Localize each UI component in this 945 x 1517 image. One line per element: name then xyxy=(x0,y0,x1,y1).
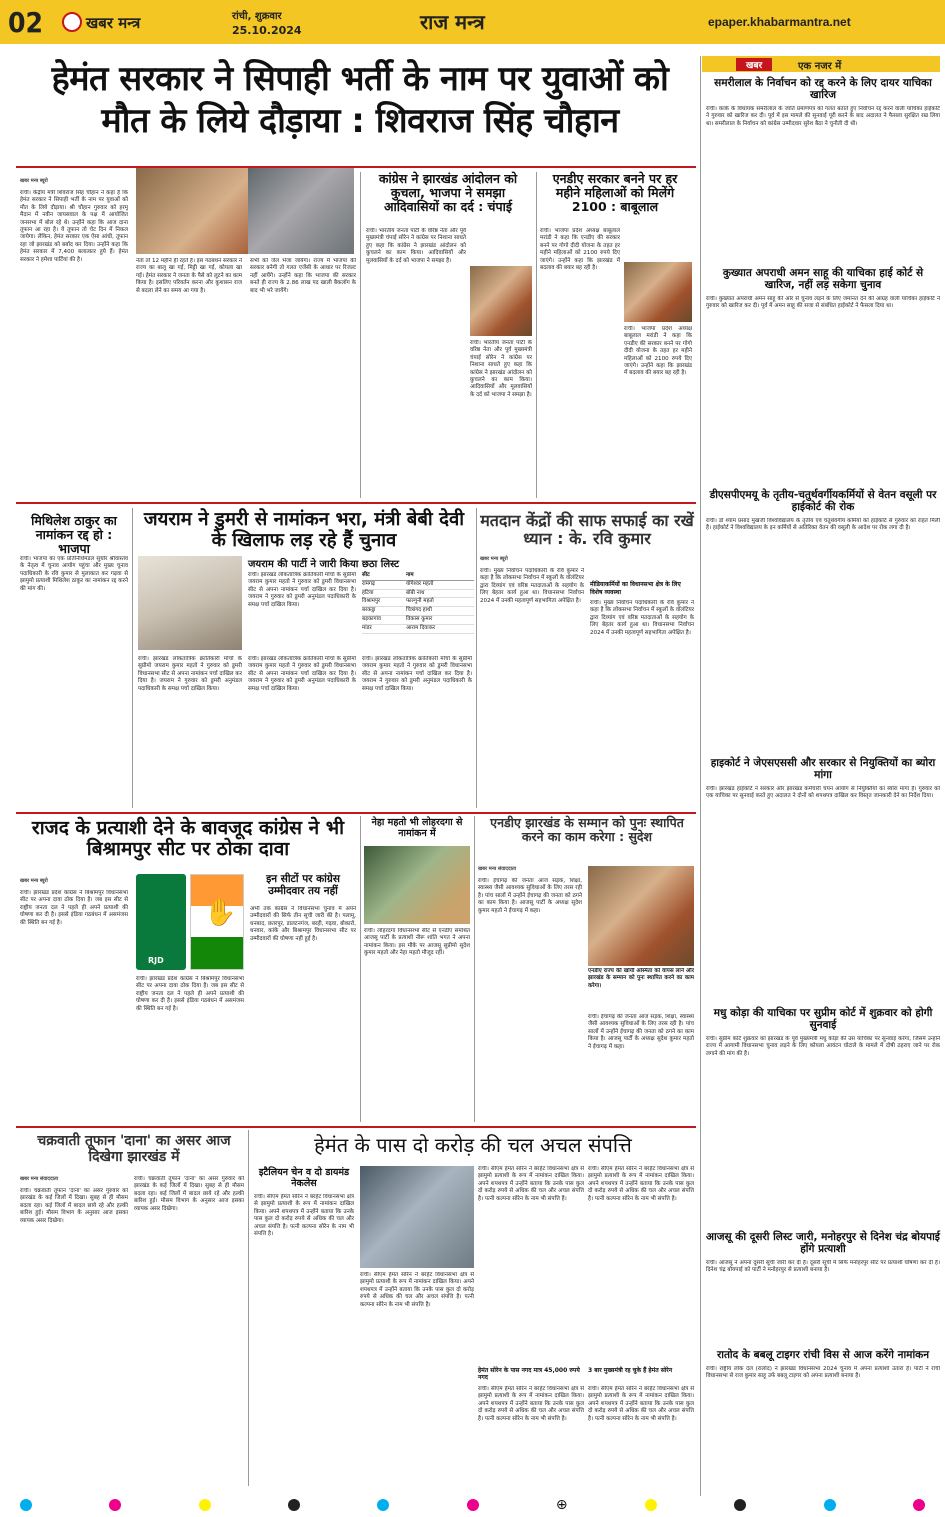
sidebar-item-title: समरीलाल के निर्वाचन को रद्द करने के लिए दायर याचिका खारिज xyxy=(714,77,932,101)
table-cell: फाल्गुनी महतो xyxy=(406,598,434,605)
dana-text: रांची। चक्रवाती तूफान 'दाना' का असर गुरुवार को झारखंड के कई जिलों में दिखा। सुबह से ही मौसम बदला रहा। कई जिलों में बादल छाये रहे और हल्की बारिश हुई। मौसम विभाग के अनुसार आज इसका व्यापक असर दिखेगा। xyxy=(20,1188,128,1224)
rjd-text: रांची। झारखंड प्रदेश कांग्रेस ने बिश्रामपुर विधानसभा सीट पर अपना दावा ठोक दिया है। जब इस सीट से राष्ट्रीय जनता दल ने पहले ही अपने प्रत्याशी की घोषणा कर दी है। इससे इंडिया गठबंधन में असमंजस की स्थिति बन गई है। xyxy=(20,890,128,926)
sidebar-tag: खबर xyxy=(736,58,772,71)
hemant-text-6: रांची। सीएम हेमंत सोरेन ने बरहेट विधानसभा क्षेत्र से झामुमो प्रत्याशी के रूप में नामांकन दाखिल किया। अपने शपथपत्र में उन्होंने बताया कि उनके पास कुल दो करोड़ रुपये से अधिक की चल और अचल संपत्ति है। पत्नी कल्पना सोरेन के नाम भी संपत्ति है। xyxy=(588,1386,694,1422)
election-headline: मतदान केंद्रों की साफ सफाई का रखें ध्यान : के. रवि कुमार xyxy=(480,511,694,548)
table-cell: रामगढ़ xyxy=(362,580,375,587)
jairam-text-4: रांची। झारखंड लोकतांत्रिक क्रांतिकारी मोर्चा के सुप्रीमो जयराम कुमार महतो ने गुरुवार को डुमरी विधानसभा सीट से अपना नामांकन पर्चा दाखिल कर दिया है। जयराम ने गुरुवार को डुमरी अनुमंडल पदाधिकारी के समक्ष पर्चा दाखिल किया। xyxy=(362,656,472,692)
babulal-photo xyxy=(624,262,692,322)
masthead-city: रांची, शुक्रवार xyxy=(232,11,282,22)
sudesh-photo xyxy=(588,866,694,966)
sidebar-item-text: रांची। झारखंड हाईकोर्ट ने सरकार और झारखंड कर्मचारी चयन आयोग से नियुक्तियों का ब्योरा मांगा है। गुरुवार को एक याचिका पर सुनवाई करते हुए अदालत ने दोनों को शपथपत्र दाखिल कर विस्तृत जानकारी देने का निर्देश दिया। xyxy=(706,786,940,800)
brand-logo[interactable] xyxy=(62,12,82,32)
congress-box-text: अभी तक कांग्रेस ने विधानसभा चुनाव में अपने उम्मीदवारों की सिर्फ तीन सूची जारी की है। पलामू, धनबाद, छतरपुर, डालटनगंज, बरही, गढ़वा, बोकारो, धनवार, कांके और बिश्रामपुर विधानसभा सीट पर उम्मीदवारों की घोषणा नहीं हुई है। xyxy=(250,906,356,942)
election-text-2: रांची। मुख्य निर्वाचन पदाधिकारी के रवि कुमार ने कहा है कि लोकसभा निर्वाचन में स्कूलों के वॉलंटियर द्वारा दिव्यांग एवं वरिष्ठ मतदाताओं के सहयोग के लिए बेहतर कार्य हुआ था। विधानसभा निर्वाचन 2024 में उनकी महत्वपूर्ण सहभागिता अपेक्षित है। xyxy=(590,600,694,636)
section-divider xyxy=(16,1126,696,1128)
hemant-text-4: रांची। सीएम हेमंत सोरेन ने बरहेट विधानसभा क्षेत्र से झामुमो प्रत्याशी के रूप में नामांकन दाखिल किया। अपने शपथपत्र में उन्होंने बताया कि उनके पास कुल दो करोड़ रुपये से अधिक की चल और अचल संपत्ति है। पत्नी कल्पना सोरेन के नाम भी संपत्ति है। xyxy=(478,1386,584,1422)
sudesh-headline: एनडीए झारखंड के सम्मान को पुनः स्थापित करने का काम करेगा : सुदेश xyxy=(490,815,684,844)
dana-headline: चक्रवाती तूफान 'दाना' का असर आज दिखेगा झारखंड में xyxy=(37,1133,231,1165)
champai-text: रांची। भारतीय जनता पार्टी के वरिष्ठ नेता और पूर्व मुख्यमंत्री चंपाई सोरेन ने कांग्रेस पर निशाना साधते हुए कहा कि कांग्रेस ने झारखंड आंदोलन को कुचलने का काम किया। आदिवासियों और मूलवासियों के दर्द को भाजपा ने समझा है। xyxy=(366,228,466,264)
election-byline: खबर मन्त्र ब्यूरो xyxy=(480,556,508,562)
hemant-subhead: इटैलियन चेन व दो डायमंड नेकलेस xyxy=(258,1167,350,1189)
mithilesh-headline: मिथिलेश ठाकुर का नामांकन रद्द हो : भाजपा xyxy=(31,513,117,556)
hemant-text-2: रांची। सीएम हेमंत सोरेन ने बरहेट विधानसभा क्षेत्र से झामुमो प्रत्याशी के रूप में नामांकन दाखिल किया। अपने शपथपत्र में उन्होंने बताया कि उनके पास कुल दो करोड़ रुपये से अधिक की चल और अचल संपत्ति है। पत्नी कल्पना सोरेन के नाम भी संपत्ति है। xyxy=(360,1272,474,1308)
sidebar-item-text: रांची। सुप्रीम कोर्ट शुक्रवार को झारखंड के पूर्व मुख्यमंत्री मधु कोड़ा की उस याचिका पर सुनवाई करेगा, जिसमें उन्होंने राज्य में आगामी विधानसभा चुनाव लड़ने के लिए कोयला आवंटन घोटाले के मामले में दोषी ठहराए जाने पर रोक लगाने की मांग की है। xyxy=(706,1036,940,1057)
election-subhead: मीडियाकर्मियों का विधानसभा क्षेत्र के लिए विशेष व्यवस्था xyxy=(590,581,681,596)
divider xyxy=(360,172,361,498)
table-cell: मांडर xyxy=(362,624,372,631)
sidebar-item-title: रातोद के बबलू टाइगर रांची विस से आज करेंगे नामांकन xyxy=(716,1349,930,1361)
sudesh-text-2: रांची। ईचागढ़ की जनता आज सड़क, शिक्षा, स्वास्थ्य जैसी आवश्यक सुविधाओं के लिए तरस रही है। पांच सालों में उन्होंने ईचागढ़ की जनता को ठगने का काम किया है। आजसू पार्टी के अध्यक्ष सुदेश कुमार महतो ने ईचागढ़ में कहा। xyxy=(588,1014,694,1050)
babulal-text: रांची। भाजपा प्रदेश अध्यक्ष बाबूलाल मरांडी ने कहा कि एनडीए की सरकार बनने पर गोगो दीदी योजना के तहत हर महीने महिलाओं को 2100 रुपये दिए जाएंगे। उन्होंने कहा कि झारखंड में बदलाव की बयार बह रही है। xyxy=(540,228,620,272)
hand-icon: ✋ xyxy=(204,898,237,928)
section-divider xyxy=(16,502,696,504)
jairam-text-2: रांची। झारखंड लोकतांत्रिक क्रांतिकारी मोर्चा के सुप्रीमो जयराम कुमार महतो ने गुरुवार को डुमरी विधानसभा सीट से अपना नामांकन पर्चा दाखिल कर दिया है। जयराम ने गुरुवार को डुमरी अनुमंडल पदाधिकारी के समक्ष पर्चा दाखिल किया। xyxy=(138,656,242,692)
jairam-text: रांची। झारखंड लोकतांत्रिक क्रांतिकारी मोर्चा के सुप्रीमो जयराम कुमार महतो ने गुरुवार को डुमरी विधानसभा सीट से अपना नामांकन पर्चा दाखिल कर दिया है। जयराम ने गुरुवार को डुमरी अनुमंडल पदाधिकारी के समक्ष पर्चा दाखिल किया। xyxy=(248,572,356,608)
table-cell: आराम दिवाकर xyxy=(406,624,436,631)
table-cell: चित्रांगद हाथी xyxy=(406,607,432,614)
lohardaga-text: रांची। लोहरदगा विधानसभा सीट से एनडीए समर्थित आजसू पार्टी के प्रत्याशी नीरू शांति भगत ने अपना नामांकन किया। इस मौके पर आजसू सुप्रीमो सुदेश कुमार महतो और नेहा महतो मौजूद रहीं। xyxy=(364,928,470,957)
sidebar-item-title: हाइकोर्ट ने जेएसएससी और सरकार से नियुक्तियों का ब्योरा मांगा xyxy=(710,757,936,781)
main-text-col2: नेता तो 12 महीने ही रहते हैं। इस गठबंधन सरकार ने राज्य का बालू खा गई, मिट्टी खा गई, कोयला खा गई। हेमंत सरकार ने जनता के पैसे को लूटने का काम किया है। इसलिए परिवर्तन करना और कुशासन राज से बदला लेने का समय आ गया है। xyxy=(136,258,242,294)
sudesh-byline: खबर मन्त्र संवाददाता xyxy=(478,866,517,872)
page-number: 02 xyxy=(8,6,44,39)
sidebar-item-text: रांची। कांके के विधायक समरीलाल के जाति प्रमाणपत्र को गलत बताते हुए निर्वाचन रद्द करने वाली याचिका हाईकोर्ट ने गुरुवार को खारिज कर दी। पूर्व में इस मामले की सुनवाई पूरी करने के बाद अदालत ने फैसला सुरक्षित रख लिया था। समरीलाल के निर्वाचन को कांग्रेस उम्मीदवार सुरेश बैठा ने चुनौती दी थी। xyxy=(706,106,940,127)
main-headline: हेमंत सरकार ने सिपाही भर्ती के नाम पर युवाओं को मौत के लिये दौड़ाया : शिवराज सिंह चौहान xyxy=(51,59,669,141)
sidebar-item-text: रांची। डॉ श्याम प्रसाद मुखर्जी विश्वविद्यालय के तृतीय एवं चतुर्थवर्गीय कर्मियों को हाईकोर्ट से गुरुवार को राहत मिली है। हाईकोर्ट ने विश्वविद्यालय के इन कर्मियों से अतिरिक्त वेतन की वसूली के आदेश पर रोक लगा दी है। xyxy=(706,518,940,532)
main-text-col3: सभी को जेल भेजा जायेगा। राज्य में भाजपा की सरकार बनेगी तो गलत एजेंसी के आधार पर रिजल्ट नहीं आयेंगे। उन्होंने कहा कि भाजपा की सरकार बनते ही राज्य के 2.86 लाख पद खाली बैकलॉग के बाद भी भरे जायेंगे। xyxy=(250,258,356,294)
registration-dot xyxy=(20,1499,32,1511)
table-cell: बड़कागांव xyxy=(362,615,381,622)
divider xyxy=(474,816,475,1122)
table-cell: हटिया xyxy=(362,589,374,596)
sidebar-item-title: डीएसपीएमयू के तृतीय-चतुर्थवर्गीयकर्मियों से वेतन वसूली पर हाईकोर्ट की रोक xyxy=(709,489,937,513)
table-cell: बरकट्ठा xyxy=(362,607,376,614)
registration-dot xyxy=(288,1499,300,1511)
hemant-text-3: रांची। सीएम हेमंत सोरेन ने बरहेट विधानसभा क्षेत्र से झामुमो प्रत्याशी के रूप में नामांकन दाखिल किया। अपने शपथपत्र में उन्होंने बताया कि उनके पास कुल दो करोड़ रुपये से अधिक की चल और अचल संपत्ति है। पत्नी कल्पना सोरेन के नाम भी संपत्ति है। xyxy=(478,1166,584,1202)
table-header: सीट xyxy=(362,572,370,578)
registration-marks xyxy=(20,1498,925,1512)
registration-dot xyxy=(377,1499,389,1511)
lohardaga-headline: नेहा महतो भी लोहरदगा से नामांकन में xyxy=(371,817,463,839)
sidebar-item-text: रांची। राष्ट्रीय लोक दल (रालोद) ने झारखंड विधानसभा 2024 चुनाव में अपना प्रत्याशी उतारा है। पार्टी ने रांची विधानसभा से राज कुमार साहू उर्फ बबलू टाइगर को अपना प्रत्याशी बनाया है। xyxy=(706,1366,940,1380)
sudesh-caption: एनडीए राज्य की खोयी अस्मिता को वापस लाने और झारखंड के सम्मान को पुनः स्थापित करने का काम करेगा। xyxy=(588,968,694,989)
sidebar-divider xyxy=(700,56,701,1496)
babulal-headline: एनडीए सरकार बनने पर हर महीने महिलाओं को मिलेंगे 2100 : बाबूलाल xyxy=(552,171,678,214)
sidebar-item-title: कुख्यात अपराधी अमन साहू की याचिका हाई कोर्ट से खारिज, नहीं लड़ सकेगा चुनाव xyxy=(722,267,924,291)
registration-dot xyxy=(645,1499,657,1511)
sudesh-text: रांची। ईचागढ़ की जनता आज सड़क, शिक्षा, स्वास्थ्य जैसी आवश्यक सुविधाओं के लिए तरस रही है। पांच सालों में उन्होंने ईचागढ़ की जनता को ठगने का काम किया है। आजसू पार्टी के अध्यक्ष सुदेश कुमार महतो ने ईचागढ़ में कहा। xyxy=(478,878,582,914)
divider xyxy=(536,172,537,498)
election-text: रांची। मुख्य निर्वाचन पदाधिकारी के रवि कुमार ने कहा है कि लोकसभा निर्वाचन में स्कूलों के वॉलंटियर द्वारा दिव्यांग एवं वरिष्ठ मतदाताओं के सहयोग के लिए बेहतर कार्य हुआ था। विधानसभा निर्वाचन 2024 में उनकी महत्वपूर्ण सहभागिता अपेक्षित है। xyxy=(480,568,584,604)
table-cell: विश्रामपुर xyxy=(362,598,381,605)
sidebar-item-text: रांची। आजसू ने अपना दूसरी सूची जारी कर दी है। दूसरी सूची में सिर्फ मनोहरपुर सीट पर प्रत्याशी घोषणा कर दी है। दिनेश चंद्र बोयपाई को पार्टी ने मनोहरपुर से प्रत्याशी बनाया है। xyxy=(706,1260,940,1274)
rjd-text-2: रांची। झारखंड प्रदेश कांग्रेस ने बिश्रामपुर विधानसभा सीट पर अपना दावा ठोक दिया है। जब इस सीट से राष्ट्रीय जनता दल ने पहले ही अपने प्रत्याशी की घोषणा कर दी है। इससे इंडिया गठबंधन में असमंजस की स्थिति बन गई है। xyxy=(136,976,244,1012)
headline-divider xyxy=(16,166,696,168)
registration-dot xyxy=(734,1499,746,1511)
registration-dot xyxy=(199,1499,211,1511)
table-cell: बॉबी नाथ xyxy=(406,589,425,596)
jairam-candidate-table xyxy=(362,572,474,634)
rjd-headline: राजद के प्रत्याशी देने के बावजूद कांग्रेस ने भी बिश्रामपुर सीट पर ठोका दावा xyxy=(31,817,345,861)
divider xyxy=(476,508,477,808)
lohardaga-photo xyxy=(364,846,470,924)
registration-dot xyxy=(109,1499,121,1511)
divider xyxy=(248,1130,249,1486)
registration-dot xyxy=(824,1499,836,1511)
hemant-headline: हेमंत के पास दो करोड़ की चल अचल संपत्ति xyxy=(314,1133,632,1157)
sidebar-item-title: मधु कोड़ा की याचिका पर सुप्रीम कोर्ट में शुक्रवार को होगी सुनवाई xyxy=(713,1007,933,1031)
hemant-cash-box: हेमंत सोरेन के पास नगद मात्र 45,000 रुपये नगद xyxy=(478,1367,580,1381)
mithilesh-text: रांची। भाजपा का एक प्रतिनिधिमंडल सुधीर श्रीवास्तव के नेतृत्व में चुनाव आयोग पहुंचा और मुख्य चुनाव पदाधिकारी के रवि कुमार से मुलाकात कर गढ़वा से झामुमो प्रत्याशी मिथिलेश ठाकुर का नामांकन रद्द करने की मांग की। xyxy=(20,556,128,592)
champai-headline: कांग्रेस ने झारखंड आंदोलन को कुचला, भाजपा ने समझा आदिवासियों का दर्द : चंपाई xyxy=(378,171,518,214)
masthead-date: 25.10.2024 xyxy=(232,24,302,37)
website-link[interactable]: epaper.khabarmantra.net xyxy=(708,15,851,29)
divider xyxy=(360,816,361,1122)
champai-photo xyxy=(470,266,532,336)
table-cell: विकास कुमार xyxy=(406,615,433,622)
main-text-col1: रांची। केंद्रीय मंत्री शिवराज सिंह चौहान ने कहा है कि हेमंत सरकार ने सिपाही भर्ती के नाम पर युवाओं को मौत के लिये दौड़ाया। श्री चौहान गुरुवार को हरमू मैदान में नवीन जायसवाल के पक्ष में आयोजित जनसभा में बोल रहे थे। उन्होंने कहा कि आज दाना तूफान आ रहा है। ये तूफान तो चेट दिन में निकल जायेगा। लेकिन, हेमंत सरकार एक ऐसा आंधी, तूफान रहा जो झारखंड को बर्बाद कर दिया। उन्होंने कहा कि हेमंत सरकार में 7,400 बलात्कार हुये हैं। हेमंत सरकार ने हमेशा पार्टियां की है। xyxy=(20,190,128,263)
jairam-photo xyxy=(138,556,242,650)
sidebar-kicker: एक नजर में xyxy=(798,61,842,72)
section-divider xyxy=(16,812,696,814)
divider xyxy=(132,508,133,808)
rjd-logo-label: RJD xyxy=(148,956,164,965)
brand-name[interactable]: खबर मन्त्र xyxy=(86,14,141,32)
jairam-text-3: रांची। झारखंड लोकतांत्रिक क्रांतिकारी मोर्चा के सुप्रीमो जयराम कुमार महतो ने गुरुवार को डुमरी विधानसभा सीट से अपना नामांकन पर्चा दाखिल कर दिया है। जयराम ने गुरुवार को डुमरी अनुमंडल पदाधिकारी के समक्ष पर्चा दाखिल किया। xyxy=(248,656,356,692)
main-photo-right xyxy=(248,168,354,254)
registration-dot xyxy=(913,1499,925,1511)
crosshair-icon: ⊕ xyxy=(555,1497,568,1513)
jairam-headline: जयराम ने डुमरी से नामांकन भरा, मंत्री बेबी देवी के खिलाफ लड़ रहे हैं चुनाव xyxy=(143,509,465,551)
champai-text-2: रांची। भारतीय जनता पार्टी के वरिष्ठ नेता और पूर्व मुख्यमंत्री चंपाई सोरेन ने कांग्रेस पर निशाना साधते हुए कहा कि कांग्रेस ने झारखंड आंदोलन को कुचलने का काम किया। आदिवासियों और मूलवासियों के दर्द को भाजपा ने समझा है। xyxy=(470,340,532,398)
dana-byline: खबर मन्त्र संवाददाता xyxy=(20,1176,59,1182)
dana-text-2: रांची। चक्रवाती तूफान 'दाना' का असर गुरुवार को झारखंड के कई जिलों में दिखा। सुबह से ही मौसम बदला रहा। कई जिलों में बादल छाये रहे और हल्की बारिश हुई। मौसम विभाग के अनुसार आज इसका व्यापक असर दिखेगा। xyxy=(134,1176,244,1212)
registration-dot xyxy=(467,1499,479,1511)
table-header: नाम xyxy=(406,572,414,578)
hemant-text-5: रांची। सीएम हेमंत सोरेन ने बरहेट विधानसभा क्षेत्र से झामुमो प्रत्याशी के रूप में नामांकन दाखिल किया। अपने शपथपत्र में उन्होंने बताया कि उनके पास कुल दो करोड़ रुपये से अधिक की चल और अचल संपत्ति है। पत्नी कल्पना सोरेन के नाम भी संपत्ति है। xyxy=(588,1166,694,1202)
sidebar-item-title: आजसू की दूसरी लिस्ट जारी, मनोहरपुर से दिनेश चंद्र बोयपाई होंगे प्रत्याशी xyxy=(706,1231,940,1255)
hemant-text: रांची। सीएम हेमंत सोरेन ने बरहेट विधानसभा क्षेत्र से झामुमो प्रत्याशी के रूप में नामांकन दाखिल किया। अपने शपथपत्र में उन्होंने बताया कि उनके पास कुल दो करोड़ रुपये से अधिक की चल और अचल संपत्ति है। पत्नी कल्पना सोरेन के नाम भी संपत्ति है। xyxy=(254,1194,354,1238)
section-name: राज मन्त्र xyxy=(420,10,485,34)
babulal-text-2: रांची। भाजपा प्रदेश अध्यक्ष बाबूलाल मरांडी ने कहा कि एनडीए की सरकार बनने पर गोगो दीदी योजना के तहत हर महीने महिलाओं को 2100 रुपये दिए जाएंगे। उन्होंने कहा कि झारखंड में बदलाव की बयार बह रही है। xyxy=(624,326,692,377)
rjd-byline: खबर मन्त्र ब्यूरो xyxy=(20,878,48,884)
hemant-photo xyxy=(360,1166,474,1268)
main-byline: खबर मन्त्र ब्यूरो xyxy=(20,178,48,184)
sidebar-item-text: रांची। कुख्यात अपराधी अमन साहू की ओर से चुनाव लड़ने के लिए जमानत देने की आग्रह वाली याचिका हाईकोर्ट ने गुरुवार को खारिज कर दी। पूर्व में अमन साहू की सजा से संबंधित हाईकोर्ट ने फैसला दिया था। xyxy=(706,296,940,310)
jairam-subhead: जयराम की पार्टी ने जारी किया छठा लिस्ट xyxy=(248,559,400,570)
hemant-cm-box: 3 बार मुख्यमंत्री रह चुके हैं हेमंत सोरेन xyxy=(588,1367,673,1374)
table-cell: योगेश्वर महतो xyxy=(406,580,434,587)
congress-box-title: इन सीटों पर कांग्रेस उम्मीदवार तय नहीं xyxy=(266,873,340,897)
